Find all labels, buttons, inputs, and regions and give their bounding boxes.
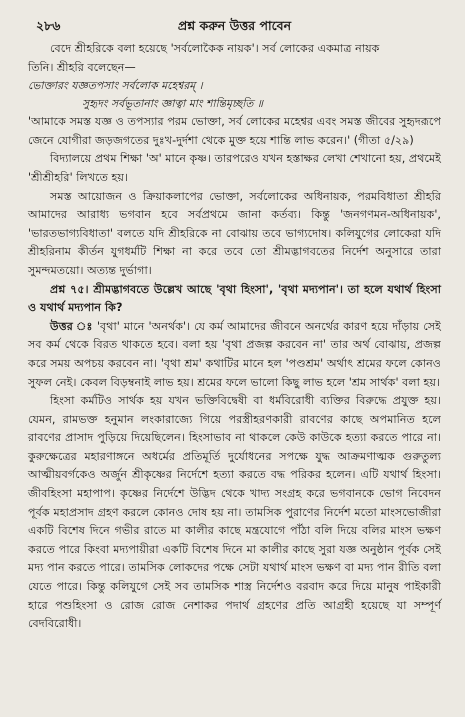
intro-line-2: তিনি। শ্রীহরি বলেছেন— bbox=[28, 60, 136, 74]
page-header bbox=[28, 0, 441, 40]
running-head: প্রশ্ন করুন উত্তর পাবেন bbox=[177, 18, 292, 33]
answer-paragraph-1 bbox=[28, 318, 441, 392]
answer-text-1: 'বৃথা' মানে 'অনর্থক'। যে কর্ম আমাদের জীবনে অনর্থের কারণ হয়ে দাঁড়ায় সেই সব কর্ম থেকে বিরত থাকতে হবে। বলা হয় 'বৃথা প্রজল্প করবেন না' তার অর্থ বোঝায়, প্রজল্প করে সময় অপচয় করবেন না। 'বৃথা শ্রম' কথাটির মানে হল 'পণ্ডশ্রম' অর্থাৎ শ্রমের ফলে কোনও সুফল নেই। কেবল বিড়ম্বনাই লাভ হয়। শ্রমের ফলে ভালো কিছু লাভ হলে 'শ্রম সার্থক' বলা হয়। bbox=[28, 319, 441, 389]
paragraph-rituals: সমস্ত আয়োজন ও ক্রিয়াকলাপের ভোক্তা, সর্বলোকের অধিনায়ক, পরমবিধাতা শ্রীহরি আমাদের আরাধ্য ভগবান হবে সর্বপ্রথমে জানা কর্তব্য। কিন্তু 'জনগণমন-অধিনায়ক', 'ভারতভাগ্যবিধাতা' বলতে যদি শ্রীহরিকে না বোঝায় তবে ভাগ্যদোষ। কলিযুগের লোকেরা যদি শ্রীহরিনাম কীর্তন যুগধর্মটি শিক্ষা না করে তবে তো শ্রীমদ্ভাগবতের নির্দেশ অনুসারে তারা সুমন্দমতয়ো। অত্যন্ত দুর্ভাগা। bbox=[28, 189, 441, 277]
verse-line-2: সুহৃদং সর্বভূতানাং জ্ঞাত্বা মাং শান্তিমৃচ্ছতি ॥ bbox=[82, 97, 263, 111]
verse-line-1: ভোক্তারং যজ্ঞতপসাং সর্বলোক মহেশ্বরম্ । bbox=[28, 79, 203, 93]
paragraph-school: বিদ্যালয়ে প্রথম শিক্ষা 'অ' মানে কৃষ্ণ। তারপরেও যখন হস্তাক্ষর লেখা শেখানো হয়, প্রথমেই 'শ্রীশ্রীহরি' লিখতে হয়। bbox=[28, 152, 441, 184]
answer-label: উত্তর ঃ bbox=[50, 319, 93, 333]
page-body bbox=[28, 40, 441, 634]
intro-line-1: বেদে শ্রীহরিকে বলা হয়েছে 'সর্বলোকৈক নায়ক'। সর্ব লোকের একমাত্র নায়ক bbox=[50, 42, 380, 55]
answer-paragraph-2: হিংসা কর্মটিও সার্থক হয় যখন ভক্তিবিদ্বেষী বা ধর্মবিরোধী ব্যক্তির বিরুদ্ধে প্রযুক্ত হয়। যেমন, রামভক্ত হনুমান লংকারাজ্যে গিয়ে পরস্ত্রীহরণকারী রাবণের কাছে অপমানিত হলে রাবণের প্রাসাদ পুড়িয়ে দিয়েছিলেন। হিংসাভাব না থাকলে কেউ কাউকে হত্যা করতে পারে না। কুরুক্ষেত্রের মহারণাঙ্গনে অধর্মের প্রতিমূর্তি দুর্যোধনের সপক্ষে যুদ্ধ আক্রমণাত্মক গুরুতুল্য আত্মীয়বর্গকেও অর্জুন শ্রীকৃষ্ণের নির্দেশে হত্যা করতে বদ্ধ পরিকর হলেন। এটি যথার্থ হিংসা। জীবহিংসা মহাপাপ। কৃষ্ণের নির্দেশে উদ্ভিদ থেকে খাদ্য সংগ্রহ করে ভগবানকে ভোগ নিবেদন পূর্বক মহাপ্রসাদ গ্রহণ করলে কোনও দোষ হয় না। তামসিক পুরাণের নির্দেশ মতো মাংসভোজীরা একটি বিশেষ দিনে গভীর রাতে মা কালীর কাছে মন্ত্রযোগে পাঁঠা বলি দিয়ে বলির মাংস ভক্ষণ করতে পারে কিংবা মদ্যপায়ীরা একটি বিশেষ দিনে মা কালীর কাছে সুরা যজ্ঞ অনুষ্ঠান পূর্বক সেই মদ্য পান করতে পারে। তামসিক লোকদের পক্ষে সেটা যথার্থ মাংস ভক্ষণ বা মদ্য পান রীতি বলা যেতে পারে। কিন্তু কলিযুগে সেই সব তামসিক শাস্ত্র নির্দেশও বরবাদ করে দিয়ে মানুষ পাইকারী হারে পশুহিংসা ও রোজ রোজ নেশাকর পদার্থ গ্রহণের প্রতি আগ্রহী হয়েছে যা সম্পূর্ণ বেদবিরোধী। bbox=[28, 394, 441, 631]
page-number: ২৮৬ bbox=[36, 18, 61, 33]
question-75: প্রশ্ন ৭৫। শ্রীমদ্ভাগবতে উল্লেখ আছে 'বৃথা হিংসা', 'বৃথা মদ্যপান'। তা হলে যথার্থ হিংসা ও যথার্থ মদ্যপান কি? bbox=[28, 282, 441, 315]
verse-meaning: 'আমাকে সমস্ত যজ্ঞ ও তপস্যার পরম ভোক্তা, সর্ব লোকের মহেশ্বর এবং সমস্ত জীবের সুহৃদরূপে জেনে যোগীরা জড়জগতের দুঃখ-দুর্দশা থেকে মুক্ত হয়ে শান্তি লাভ করেন।' (গীতা ৫/২৯) bbox=[28, 115, 441, 147]
